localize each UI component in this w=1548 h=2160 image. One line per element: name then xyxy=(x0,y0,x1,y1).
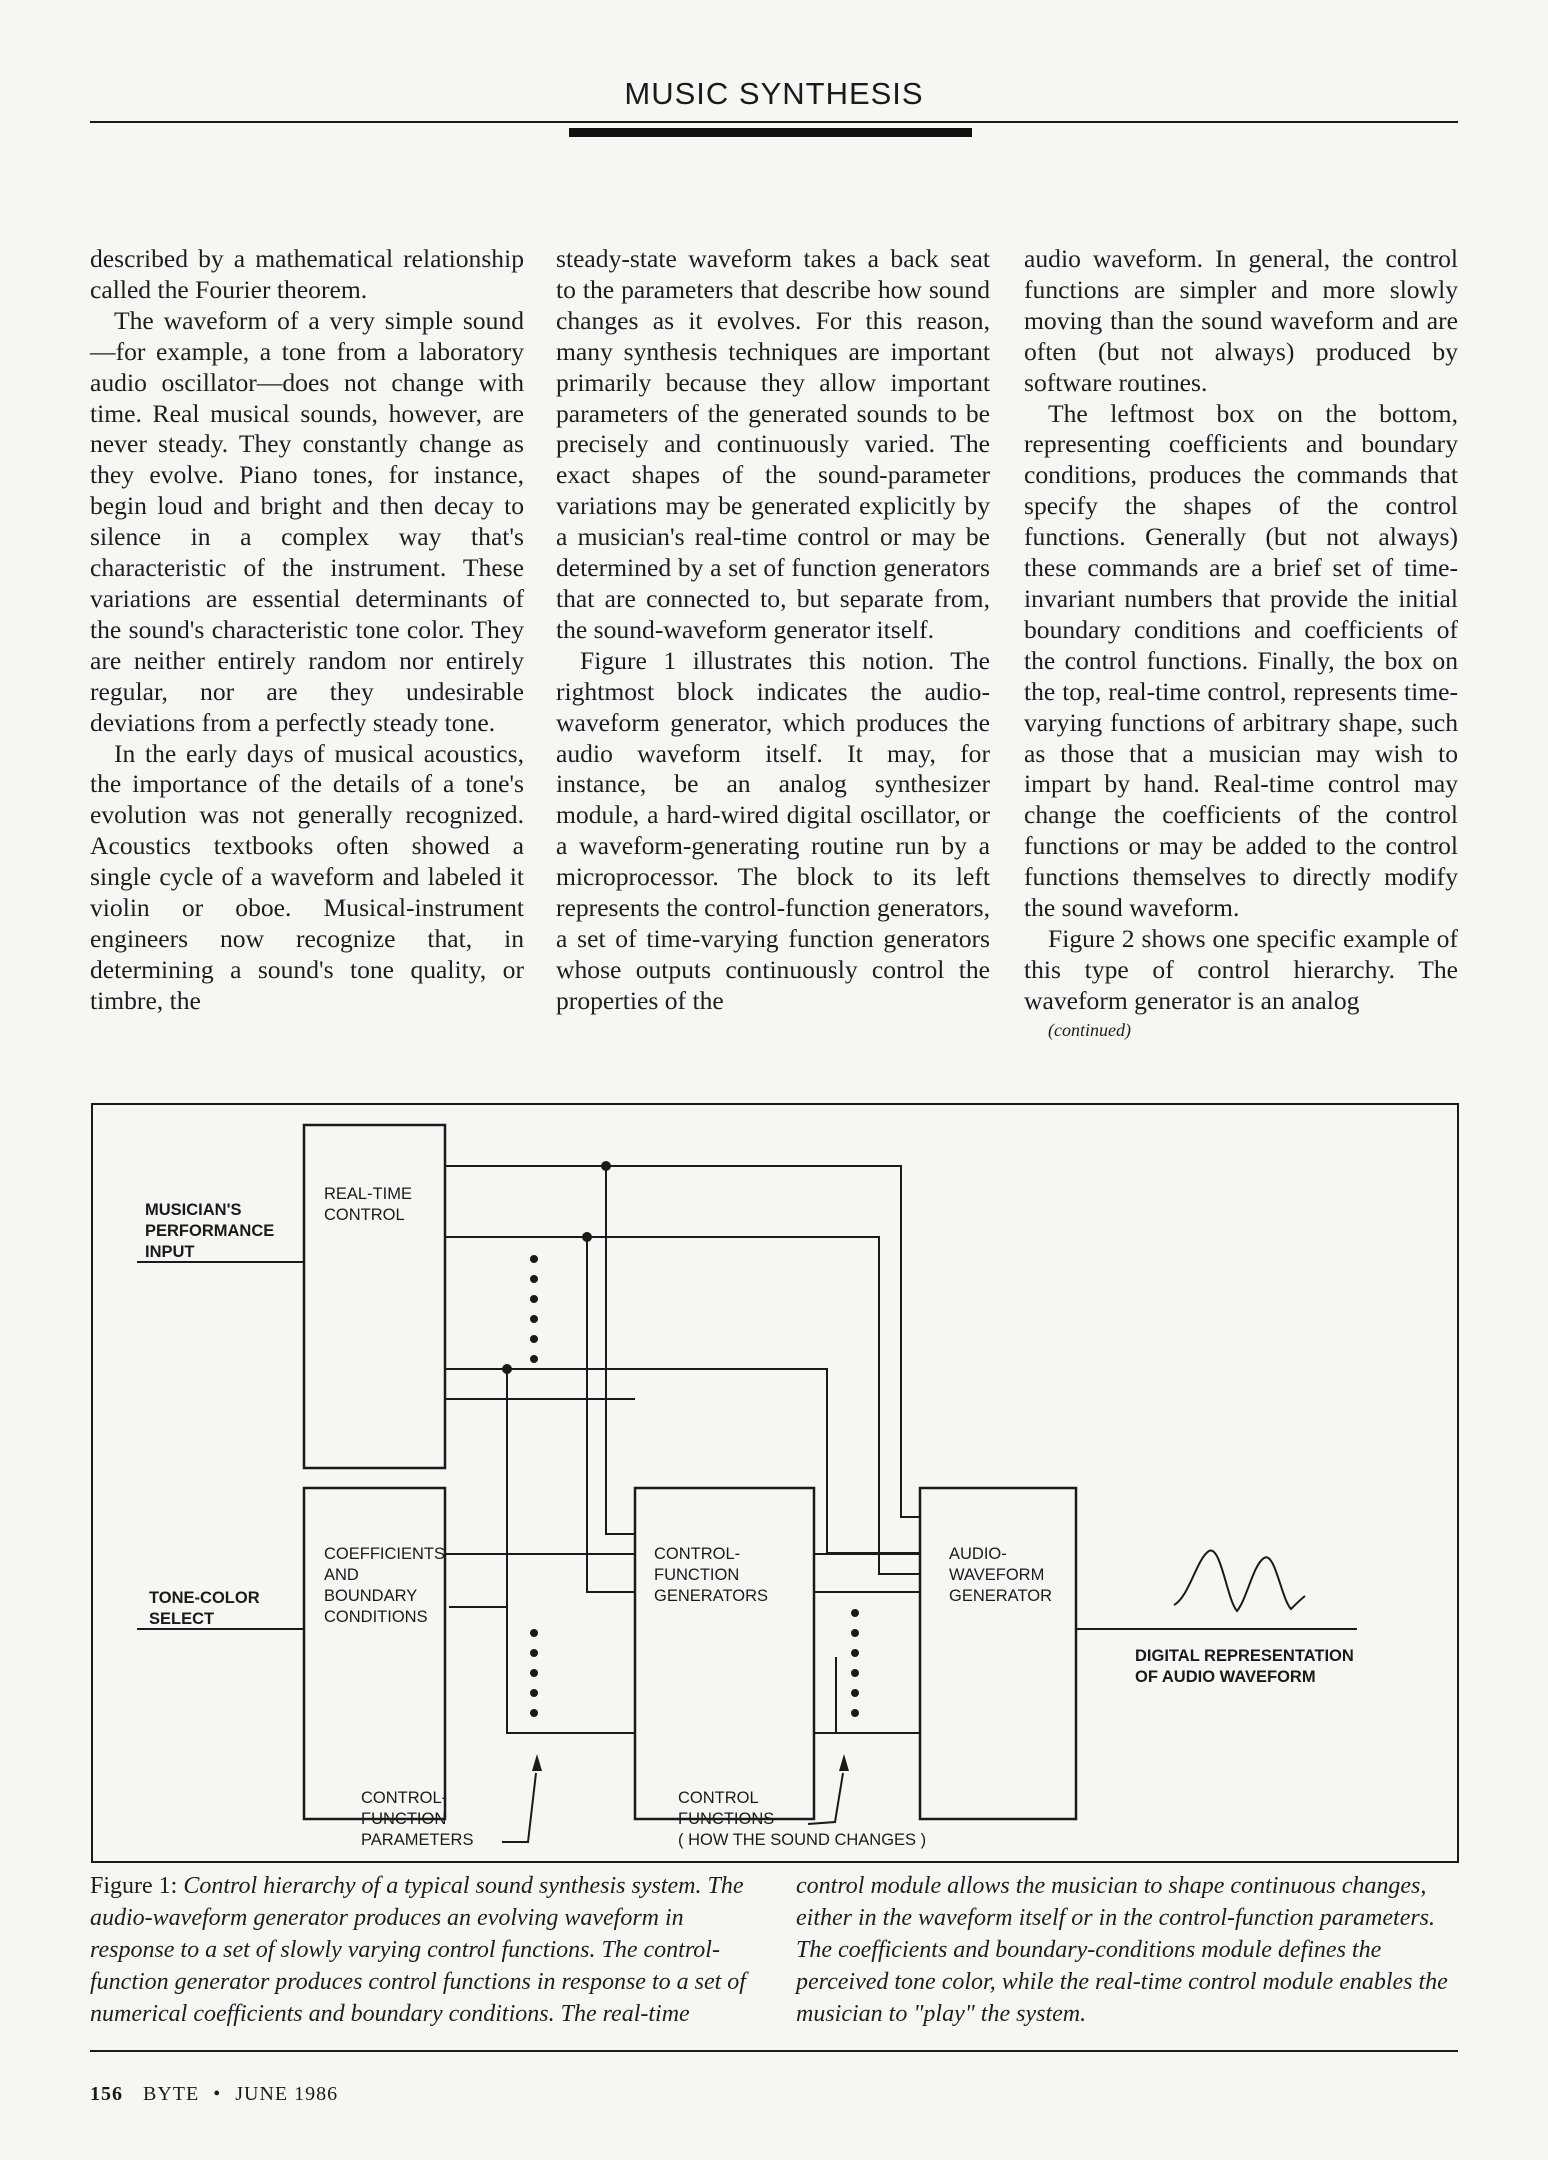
text-column-3 xyxy=(1024,244,1458,1043)
page-header-title: MUSIC SYNTHESIS xyxy=(624,76,924,111)
page-footer xyxy=(90,2083,338,2106)
musician-input-label: MUSICIAN'S PERFORMANCE INPUT xyxy=(145,1201,275,1261)
header-accent-bar xyxy=(569,128,972,137)
control-function-parameters-label: CONTROL- FUNCTION PARAMETERS xyxy=(361,1789,474,1849)
audio-waveform-icon xyxy=(1174,1551,1305,1611)
control-function-generators-label: CONTROL- FUNCTION GENERATORS xyxy=(654,1545,768,1605)
paragraph: Figure 2 shows one specific example of this type of control hierarchy. The waveform generator is an analog xyxy=(1024,923,1458,1015)
paragraph: In the early days of musical acoustics, the importance of the details of a tone's evolution was not generally recognized. Acoustics textbooks often showed a single cycle of a waveform and labeled it violin or oboe. Musical-instrument engineers now recognize that, in determining a sound's tone quality, or timbre, the xyxy=(90,738,524,1015)
footer-rule xyxy=(90,2050,1458,2052)
paragraph: audio waveform. In general, the control functions are simpler and more slowly moving than the sound waveform and are often (but not always) produced by software routines. xyxy=(1024,244,1458,397)
paragraph: steady-state waveform takes a back seat to the parameters that describe how sound changes as it evolves. For this reason, many synthesis techniques are important primarily because they allow important parameters of the generated sounds to be precisely and continuously varied. The exact shapes of the sound-parameter variations may be generated explicitly by a musician's real-time control or may be determined by a set of function generators that are connected to, but separate from, the sound-waveform generator itself. xyxy=(556,244,990,644)
header-rule xyxy=(90,121,1458,123)
paragraph: The waveform of a very simple sound—for example, a tone from a laboratory audio oscillator—does not change with time. Real musical sounds, however, are never steady. They constantly change as they evolve. Piano tones, for instance, begin loud and bright and then decay to silence in a complex way that's characteristic of the instrument. These variations are essential determinants of the sound's characteristic tone color. They are neither entirely random nor entirely regular, nor are they undesirable deviations from a perfectly steady tone. xyxy=(90,305,524,737)
ellipsis-dots xyxy=(530,1255,859,1717)
continued-note: (continued) xyxy=(1048,1019,1131,1040)
junction-dots xyxy=(502,1161,611,1374)
arrowhead-functions xyxy=(839,1754,849,1771)
arrowhead-parameters xyxy=(532,1754,542,1771)
footer-separator: • xyxy=(213,2083,222,2105)
text-column-1 xyxy=(90,244,524,1017)
caption-text-left: Control hierarchy of a typical sound synthesis system. The audio-waveform generator produces an evolving waveform in response to a set of slowly varying control functions. The control-function generator produces control functions in response to a set of numerical coefficients and boundary conditions. The real-time xyxy=(90,1873,746,2027)
figure-label: Figure 1: xyxy=(90,1873,178,1899)
paragraph: Figure 1 illustrates this notion. The rightmost block indicates the audio-waveform generator, which produces the audio waveform itself. It may, for instance, be an analog synthesizer module, a hard-wired digital oscillator, or a waveform-generating routine run by a microprocessor. The block to its left represents the control-function generators, a set of time-varying function generators whose outputs continuously control the properties of the xyxy=(556,645,990,1015)
audio-waveform-generator-block xyxy=(920,1488,1076,1819)
coefficients-block xyxy=(304,1488,445,1819)
figure-1-diagram xyxy=(91,1103,1459,1863)
paragraph: The leftmost box on the bottom, representing coefficients and boundary conditions, produces the commands that specify the shapes of the control functions. Generally (but not always) these commands are a brief set of time-invariant numbers that provide the initial boundary conditions and coefficients of the control functions. Finally, the box on the top, real-time control, represents time-varying functions of arbitrary shape, such as those that a musician may wish to impart by hand. Real-time control may change the coefficients of the control functions or may be added to the control functions themselves to directly modify the sound waveform. xyxy=(1024,398,1458,923)
real-time-control-block xyxy=(304,1125,445,1468)
figure-caption-left xyxy=(90,1870,752,2030)
magazine-name: BYTE xyxy=(143,2083,200,2105)
tone-color-select-label: TONE-COLOR SELECT xyxy=(149,1589,260,1628)
page-number: 156 xyxy=(90,2083,123,2105)
coefficients-label: COEFFICIENTS AND BOUNDARY CONDITIONS xyxy=(324,1545,446,1626)
text-column-2 xyxy=(556,244,990,1017)
figure-caption-right xyxy=(796,1870,1458,2030)
issue-date: JUNE 1986 xyxy=(235,2083,339,2105)
caption-text-right: control module allows the musician to shape continuous changes, either in the waveform itself or in the control-function parameters. The coefficients and boundary-conditions module defines the perceived tone color, while the real-time control module enables the musician to "play" the system. xyxy=(796,1873,1448,2027)
connection-lines xyxy=(137,1166,1357,1842)
control-function-generators-block xyxy=(635,1488,814,1819)
digital-output-label: DIGITAL REPRESENTATION OF AUDIO WAVEFORM xyxy=(1135,1647,1354,1686)
control-functions-label: CONTROL FUNCTIONS ( HOW THE SOUND CHANGES ) xyxy=(678,1789,927,1849)
paragraph: described by a mathematical relationship called the Fourier theorem. xyxy=(90,244,524,304)
figure-frame xyxy=(92,1104,1458,1862)
audio-waveform-generator-label: AUDIO- WAVEFORM GENERATOR xyxy=(949,1545,1052,1605)
real-time-control-label: REAL-TIME CONTROL xyxy=(324,1185,413,1224)
